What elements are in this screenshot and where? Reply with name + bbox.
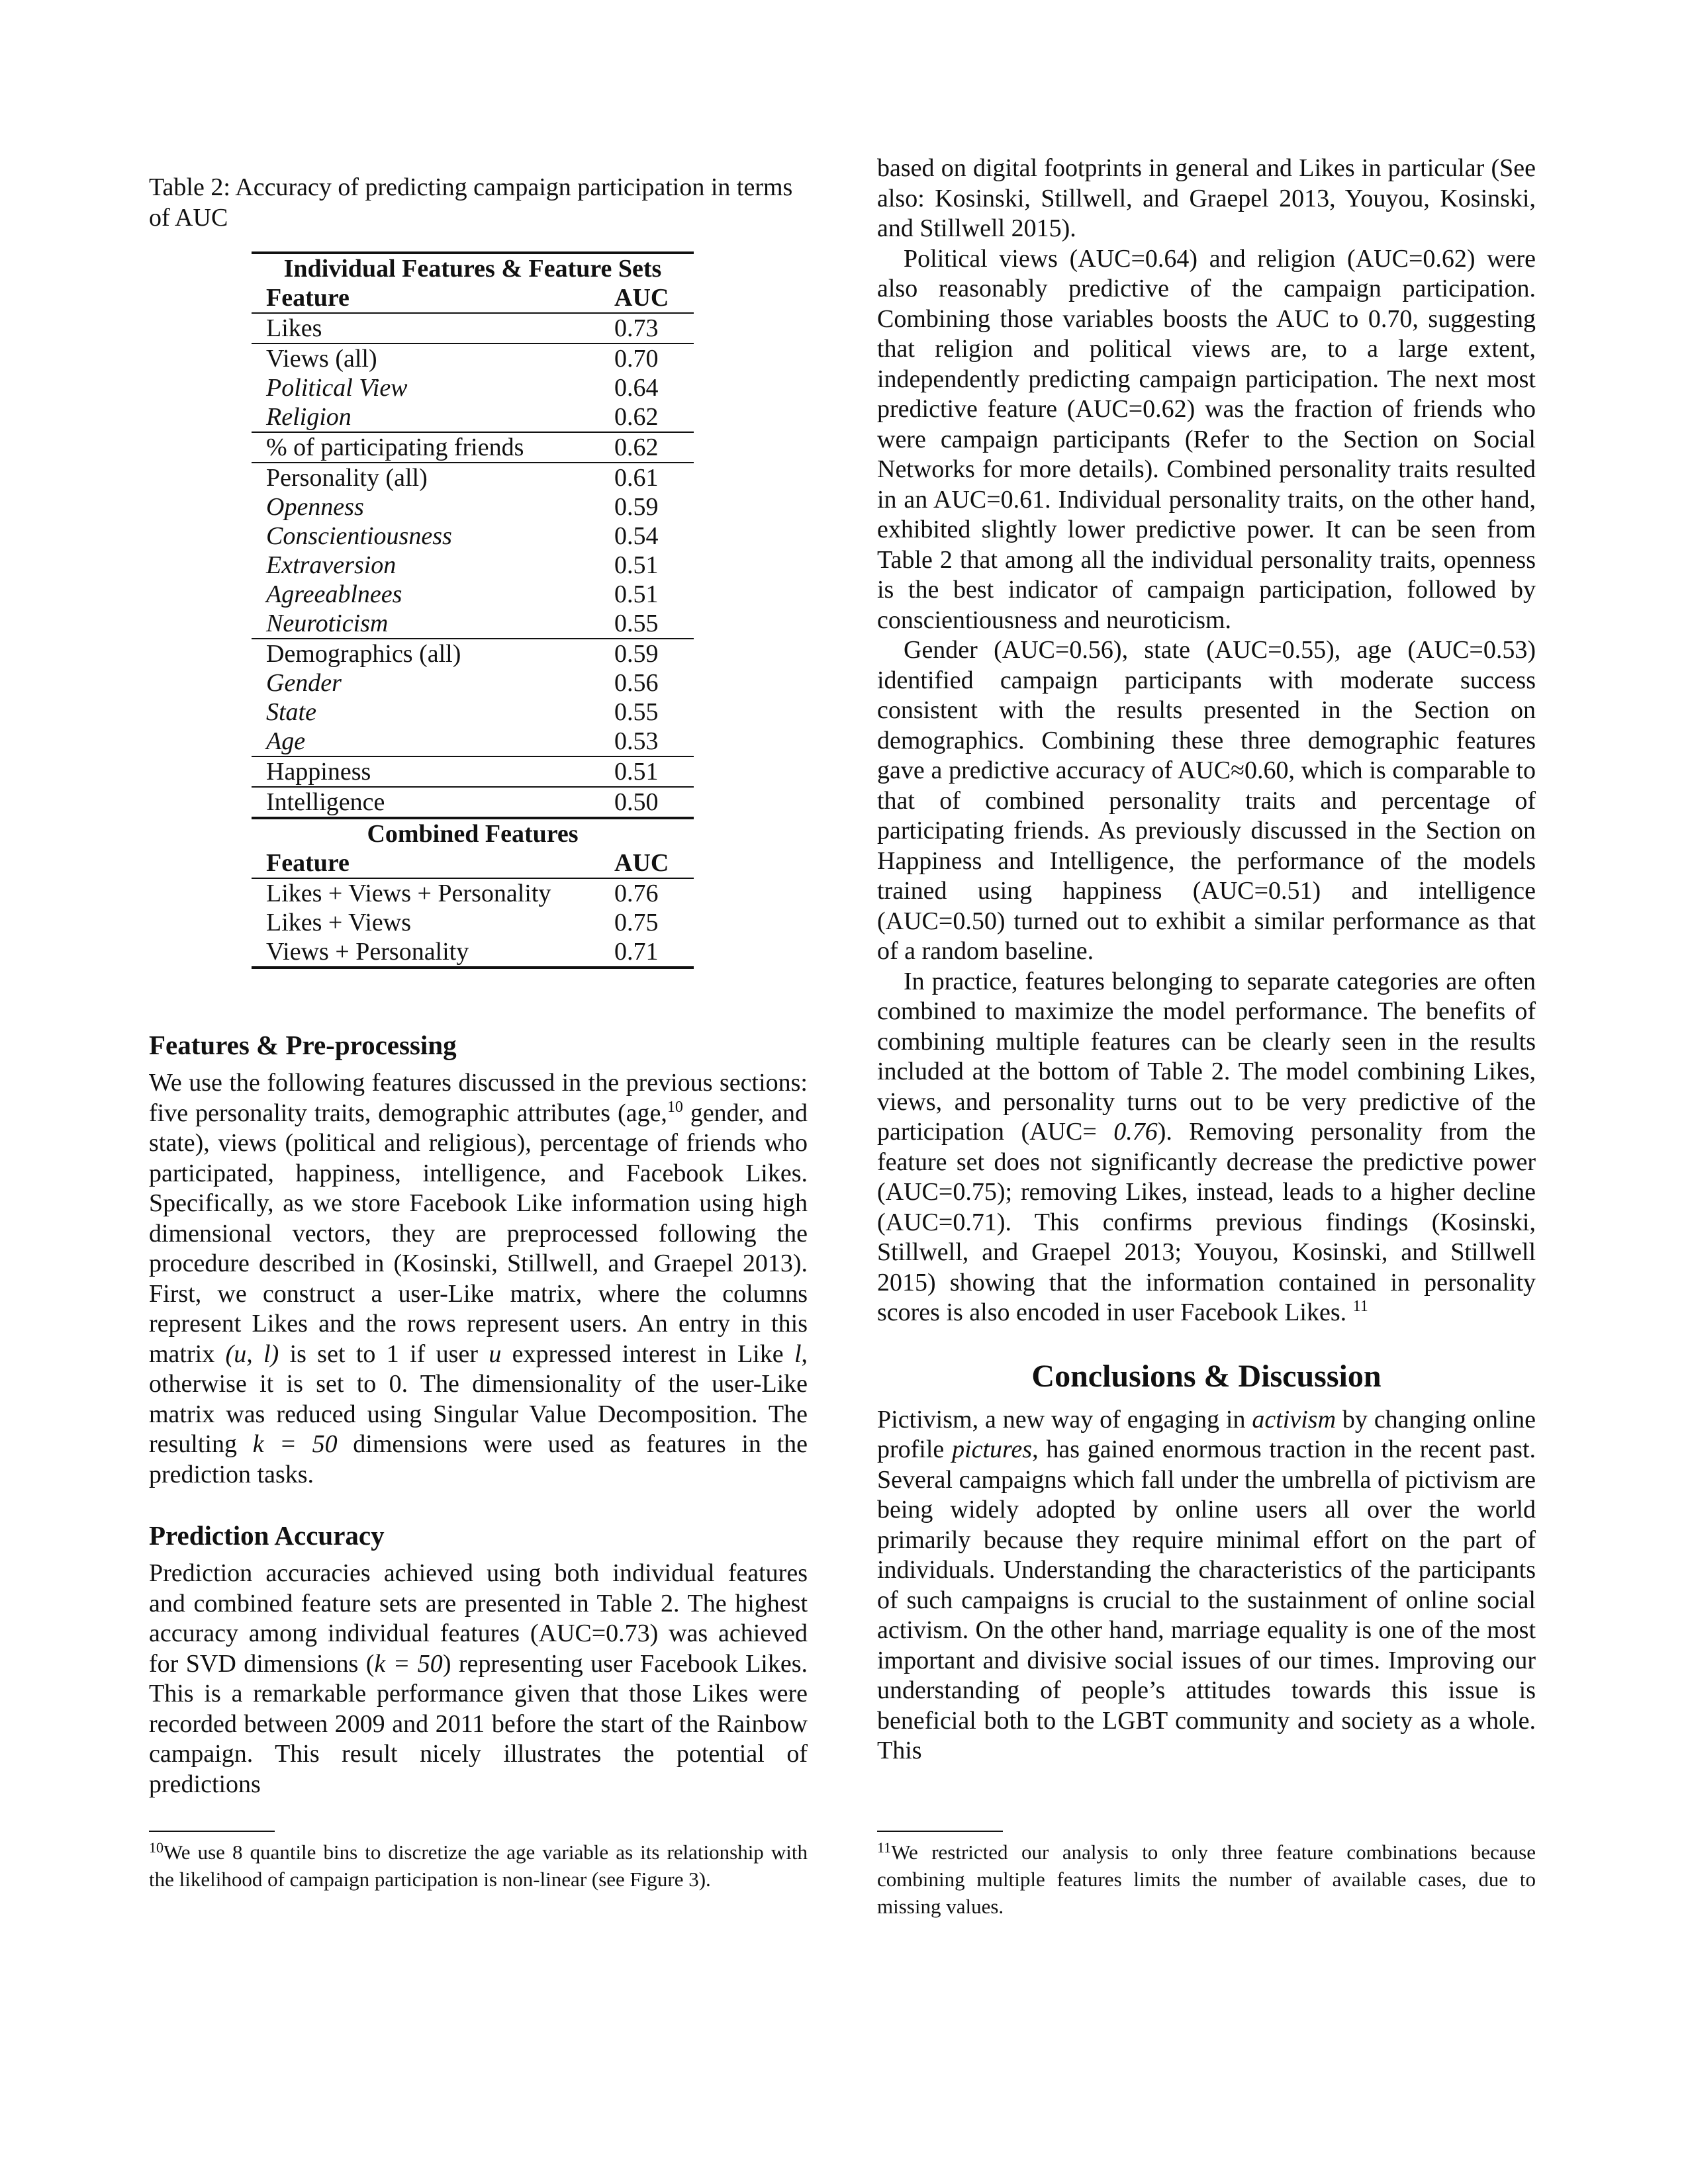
text-run: Pictivism, a new way of engaging in bbox=[877, 1405, 1252, 1433]
feature-cell: Conscientiousness bbox=[266, 522, 452, 550]
text-run: expressed interest in Like bbox=[501, 1340, 794, 1368]
conclusions-paragraph bbox=[877, 1405, 1536, 1766]
math-run: u bbox=[489, 1340, 502, 1368]
table-row bbox=[252, 698, 694, 727]
table-row bbox=[252, 756, 694, 787]
feature-cell: Personality (all) bbox=[252, 463, 614, 492]
feature-cell: Demographics (all) bbox=[252, 639, 614, 668]
feature-cell: Likes bbox=[266, 314, 322, 342]
feature-cell: Intelligence bbox=[252, 787, 614, 818]
table-row bbox=[252, 580, 694, 609]
feature-cell: Likes + Views bbox=[266, 909, 411, 936]
right-column bbox=[877, 154, 1536, 1766]
auc-cell: 0.55 bbox=[614, 698, 659, 726]
text-run: We use the following features discussed in the previous sections: five personality traits, demographic attributes (age, bbox=[149, 1069, 808, 1127]
header-feature: Feature bbox=[252, 848, 614, 878]
combined-row bbox=[252, 878, 694, 908]
table-row bbox=[252, 609, 694, 639]
emphasis-run: pictures bbox=[952, 1435, 1033, 1463]
right-paragraph-2: Political views (AUC=0.64) and religion (AUC=0.62) were also reasonably predictive of the campaign participation. Combining those variables boosts the AUC to 0.70, suggesting that religion and political views are, to a large extent, independently predicting campaign participation. The next most predictive feature (AUC=0.62) was the fraction of friends who were campaign participants (Refer to the Section on Social Networks for more details). Combined personality traits resulted in an AUC=0.61. Individual personality traits, on the other hand, exhibited slightly lower predictive power. It can be seen from Table 2 that among all the individual personality traits, openness is the best indicator of campaign participation, followed by conscientiousness and neuroticism. bbox=[877, 244, 1536, 634]
emphasis-run: activism bbox=[1252, 1405, 1336, 1433]
auc-cell: 0.73 bbox=[614, 314, 659, 342]
feature-cell: % of participating friends bbox=[252, 432, 614, 463]
math-run: (u, l) bbox=[225, 1340, 279, 1368]
auc-cell: 0.61 bbox=[614, 463, 694, 492]
prediction-heading: Prediction Accuracy bbox=[149, 1520, 385, 1551]
table-row bbox=[252, 432, 694, 463]
table-row bbox=[252, 313, 694, 343]
footnote-mark: 10 bbox=[667, 1098, 683, 1116]
feature-cell: Openness bbox=[266, 493, 364, 521]
text-run: , otherwise it is set to 0. The dimensionality of the user-Like matrix was reduced using Singular Value Decomposition. The resulting bbox=[149, 1340, 808, 1458]
table-row bbox=[252, 373, 694, 402]
auc-cell: 0.51 bbox=[614, 580, 659, 608]
footnote-rule bbox=[149, 1831, 275, 1832]
header-feature: Feature bbox=[252, 283, 614, 313]
text-run: Prediction accuracies achieved using both individual features and combined feature sets are presented in Table 2. The highest accuracy among individual features (AUC=0.73) was achieved for SVD dimensions ( bbox=[149, 1559, 808, 1678]
table-row bbox=[252, 668, 694, 698]
text-run: ). Removing personality from the feature set does not significantly decrease the predictive power (AUC=0.75); removing Likes, instead, leads to a higher decline (AUC=0.71). This confirms previous findings (Kosinski, Stillwell, and Graepel 2013; Youyou, Kosinski, and Stillwell 2015) showing that the information contained in personality scores is also encoded in user Facebook Likes. bbox=[877, 1118, 1536, 1326]
feature-cell: Views (all) bbox=[252, 343, 614, 373]
feature-cell: Age bbox=[266, 727, 306, 755]
feature-cell: Views + Personality bbox=[252, 937, 614, 968]
math-run: k = 50 bbox=[252, 1430, 338, 1458]
feature-cell: Happiness bbox=[252, 756, 614, 787]
text-run: , has gained enormous traction in the recent past. Several campaigns which fall under the umbrella of pictivism are being widely adopted by online users all over the world primarily because they require minimal effort on the part of individuals. Understanding the characteristics of the participants of such campaigns is crucial to the sustainment of online social activism. On the other hand, marriage equality is one of the most important and divisive social issues of our times. Improving our understanding of people’s attitudes towards this issue is beneficial both to the LGBT community and society as a whole. This bbox=[877, 1435, 1536, 1764]
text-run: ) representing user Facebook Likes. This is a remarkable performance given that those Likes were recorded between 2009 and 2011 before the start of the Rainbow campaign. This result nicely illustrates the potential of predictions bbox=[149, 1649, 808, 1798]
table-row bbox=[252, 787, 694, 818]
combined-row bbox=[252, 908, 694, 937]
right-paragraph-3: Gender (AUC=0.56), state (AUC=0.55), age (AUC=0.53) identified campaign participants with moderate success consistent with the results presented in the Section on demographics. Combining these three demographic features gave a predictive accuracy of AUC≈0.60, which is comparable to that of combined personality traits and percentage of participating friends. As previously discussed in the Section on Happiness and Intelligence, the performance of the models trained using happiness (AUC=0.51) and intelligence (AUC=0.50) turned out to exhibit a similar performance as that of a random baseline. bbox=[877, 636, 1536, 965]
auc-table bbox=[252, 251, 694, 969]
header-auc: AUC bbox=[614, 283, 694, 313]
feature-cell: Likes + Views + Personality bbox=[266, 880, 551, 907]
table-row bbox=[252, 727, 694, 756]
auc-cell: 0.54 bbox=[614, 522, 659, 550]
conclusions-heading: Conclusions & Discussion bbox=[1031, 1358, 1382, 1394]
auc-cell: 0.71 bbox=[614, 937, 694, 968]
features-heading: Features & Pre-processing bbox=[149, 1030, 457, 1060]
text-run: by changing online profile bbox=[877, 1405, 1536, 1463]
auc-cell: 0.59 bbox=[614, 493, 659, 521]
math-run: l bbox=[794, 1340, 802, 1368]
text-run: is set to 1 if user bbox=[279, 1340, 489, 1368]
auc-cell: 0.53 bbox=[614, 727, 659, 755]
auc-cell: 0.70 bbox=[614, 343, 694, 373]
auc-cell: 0.55 bbox=[614, 610, 659, 637]
feature-cell: Religion bbox=[266, 403, 352, 431]
footnote-mark: 11 bbox=[877, 1839, 892, 1856]
math-run: 0.76 bbox=[1113, 1118, 1158, 1146]
combined-section-title bbox=[252, 818, 694, 848]
header-auc: AUC bbox=[614, 848, 694, 878]
table-row bbox=[252, 463, 694, 492]
auc-cell: 0.51 bbox=[614, 551, 659, 579]
individual-section-title bbox=[252, 253, 694, 283]
footnote-11 bbox=[877, 1839, 1536, 1920]
auc-cell: 0.62 bbox=[614, 403, 659, 431]
footnote-text: We use 8 quantile bins to discretize the age variable as its relationship with the likelihood of campaign participation is non-linear (see Figure 3). bbox=[149, 1841, 808, 1891]
feature-cell: Neuroticism bbox=[266, 610, 389, 637]
combined-row bbox=[252, 937, 694, 968]
table-row bbox=[252, 402, 694, 432]
table-row bbox=[252, 522, 694, 551]
table-row bbox=[252, 639, 694, 668]
auc-cell: 0.59 bbox=[614, 639, 694, 668]
footnote-10 bbox=[149, 1839, 808, 1893]
feature-cell: Political View bbox=[266, 374, 408, 402]
feature-cell: State bbox=[266, 698, 316, 726]
auc-cell: 0.56 bbox=[614, 669, 659, 697]
table-header-row bbox=[252, 283, 694, 313]
right-paragraph-1: based on digital footprints in general and Likes in particular (See also: Kosinski, Stillwell, and Graepel 2013, Youyou, Kosinski, and Stillwell 2015). bbox=[877, 154, 1536, 242]
table-row bbox=[252, 492, 694, 522]
footnote-text: We restricted our analysis to only three feature combinations because combining multiple features limits the number of available cases, due to missing values. bbox=[877, 1841, 1536, 1918]
footnote-mark: 11 bbox=[1352, 1298, 1368, 1315]
feature-cell: Extraversion bbox=[266, 551, 397, 579]
auc-cell: 0.75 bbox=[614, 909, 659, 936]
auc-cell: 0.51 bbox=[614, 756, 694, 787]
left-column bbox=[149, 154, 808, 1799]
individual-title-cell: Individual Features & Feature Sets bbox=[252, 253, 694, 283]
footnote-rule bbox=[877, 1831, 1003, 1832]
text-run: gender, and state), views (political and religious), percentage of friends who participated, happiness, intelligence, and Facebook Likes. Specifically, as we store Facebook Like information using high dimensional vectors, they are preprocessed following the procedure described in (Kosinski, Stillwell, and Graepel 2013). First, we construct a user-Like matrix, where the columns represent Likes and the rows represent users. An entry in this matrix bbox=[149, 1099, 808, 1368]
right-paragraph-4 bbox=[877, 967, 1536, 1328]
auc-cell: 0.50 bbox=[614, 787, 694, 818]
feature-cell: Gender bbox=[266, 669, 342, 697]
auc-cell: 0.76 bbox=[614, 880, 659, 907]
table-row bbox=[252, 343, 694, 373]
text-run: dimensions were used as features in the prediction tasks. bbox=[149, 1430, 808, 1488]
features-paragraph bbox=[149, 1068, 808, 1490]
footnote-mark: 10 bbox=[149, 1839, 164, 1856]
table-caption: Table 2: Accuracy of predicting campaign participation in terms of AUC bbox=[149, 173, 793, 232]
table-row bbox=[252, 551, 694, 580]
math-run: k = 50 bbox=[374, 1649, 443, 1678]
text-run: In practice, features belonging to separate categories are often combined to maximize the model performance. The benefits of combining multiple features can be clearly seen in the results included at the bottom of Table 2. The model combining Likes, views, and personality turns out to be very predictive of the participation (AUC= bbox=[877, 967, 1536, 1146]
auc-cell: 0.62 bbox=[614, 432, 694, 463]
auc-cell: 0.64 bbox=[614, 374, 659, 402]
combined-header-row bbox=[252, 848, 694, 878]
combined-title-cell: Combined Features bbox=[252, 818, 694, 848]
prediction-paragraph bbox=[149, 1559, 808, 1799]
feature-cell: Agreeablnees bbox=[266, 580, 402, 608]
